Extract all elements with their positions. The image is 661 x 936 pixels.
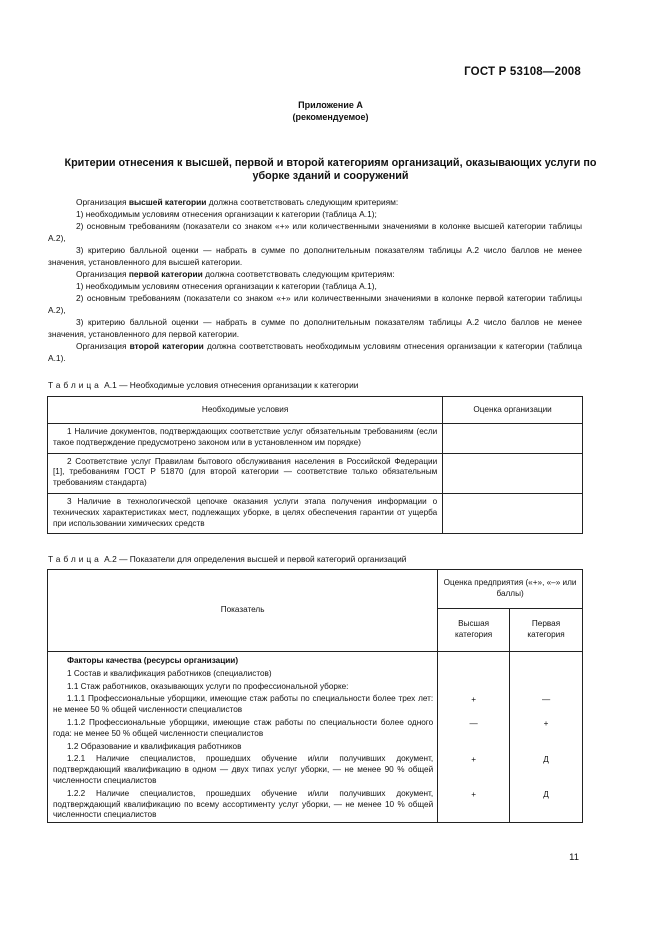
caption-label: Таблица <box>48 554 102 564</box>
highest-mark <box>438 668 510 681</box>
table-row <box>48 717 583 741</box>
first-mark <box>510 741 583 754</box>
first-mark: — <box>510 693 583 717</box>
caption-text: А.1 — Необходимые условия отнесения организации к категории <box>101 380 359 390</box>
table-row <box>48 753 583 787</box>
table2-caption <box>48 554 406 565</box>
first-mark: + <box>510 717 583 741</box>
text-span: Организация <box>76 269 129 279</box>
indicator-cell: Факторы качества (ресурсы организации) <box>48 652 438 668</box>
caption-text: А.2 — Показатели для определения высшей и первой категорий организаций <box>101 554 407 564</box>
paragraph-first <box>48 268 582 280</box>
table-indicators <box>47 569 583 823</box>
highest-mark: + <box>438 753 510 787</box>
column-header-first: Первая категория <box>510 609 583 652</box>
condition-cell: 1 Наличие документов, подтверждающих соответствие услуг обязательным требованиям (если такое подтверждение предусмотрено законом или в установленном им порядке) <box>48 424 443 454</box>
annex-title: Приложение А <box>298 100 363 110</box>
category-first: первой категории <box>128 269 203 279</box>
column-header-highest: Высшая категория <box>438 609 510 652</box>
indicator-cell: 1.1.1 Профессиональные уборщики, имеющие стаж работы по специальности более трех лет: не менее 50 % общей численности специалистов <box>48 693 438 717</box>
indicator-cell: 1.1.2 Профессиональные уборщики, имеющие стаж работы по специальности более одного года: не менее 50 % общей численности специалистов <box>48 717 438 741</box>
text-span: Организация <box>76 197 129 207</box>
table-header-row <box>48 570 583 609</box>
condition-cell: 2 Соответствие услуг Правилам бытового обслуживания населения в Российской Федерации [1], требованиям ГОСТ Р 51870 (для второй категории — соответствие только обязательным требованиям стандарта) <box>48 453 443 493</box>
table1-caption <box>48 380 358 391</box>
condition-cell: 3 Наличие в технологической цепочке оказания услуги этапа получения информации о технических характеристиках мест, подлежащих уборке, в целях обеспечения гарантии от ущерба при использовании химических средств <box>48 493 443 533</box>
table-row <box>48 681 583 694</box>
table-row <box>48 453 583 493</box>
first-mark <box>510 652 583 668</box>
table-necessary-conditions <box>47 396 583 534</box>
highest-mark: — <box>438 717 510 741</box>
page-number: 11 <box>569 852 579 863</box>
first-mark: Д <box>510 753 583 787</box>
table-row <box>48 788 583 823</box>
section-title: Критерии отнесения к высшей, первой и второй категориям организаций, оказывающих услуги по уборке зданий и сооружений <box>64 157 597 182</box>
highest-mark <box>438 741 510 754</box>
category-highest: высшей категории <box>128 197 207 207</box>
highest-mark <box>438 652 510 668</box>
text-span: должна соответствовать необходимым условиям отнесения организации к категории (таблица А.1). <box>48 341 582 363</box>
table-row <box>48 652 583 668</box>
first-mark <box>510 681 583 694</box>
list-item: 2) основным требованиям (показатели со знаком «+» или количественными значениями в колонке первой категории таблицы А.2), <box>48 293 582 315</box>
indicator-cell: 1.2.2 Наличие специалистов, прошедших обучение и/или получивших документ, подтверждающий квалификацию по всему ассортименту услуг уборки, — не менее 10 % общей численности специалистов <box>48 788 438 823</box>
table-row <box>48 493 583 533</box>
text-span: должна соответствовать следующим критериям: <box>202 269 395 279</box>
list-item: 2) основным требованиям (показатели со знаком «+» или количественными значениями в колонке высшей категории таблицы А.2), <box>48 221 582 243</box>
column-header: Необходимые условия <box>48 397 443 424</box>
highest-mark: + <box>438 693 510 717</box>
evaluation-cell <box>443 493 583 533</box>
document-code: ГОСТ Р 53108—2008 <box>464 66 581 78</box>
caption-label: Таблица <box>48 380 102 390</box>
indicator-cell: 1.1 Стаж работников, оказывающих услуги по профессиональной уборке: <box>48 681 438 694</box>
indicator-cell: 1.2 Образование и квалификация работников <box>48 741 438 754</box>
annex-subtitle: (рекомендуемое) <box>292 112 369 122</box>
highest-mark <box>438 681 510 694</box>
paragraph-highest <box>48 196 582 208</box>
indicator-cell: 1 Состав и квалификация работников (специалистов) <box>48 668 438 681</box>
indicator-cell: 1.2.1 Наличие специалистов, прошедших обучение и/или получивших документ, подтверждающий квалификацию в одном — двух типах услуг уборки, — не менее 90 % общей численности специалистов <box>48 753 438 787</box>
annex-heading <box>0 99 661 123</box>
list-item: 3) критерию балльной оценки — набрать в сумме по дополнительным показателям таблицы А.2 число баллов не менее значения, установленного для первой категории. <box>48 317 582 339</box>
list-item: 3) критерию балльной оценки — набрать в сумме по дополнительным показателям таблицы А.2 число баллов не менее значения, установленного для высшей категории. <box>48 245 582 267</box>
table-row <box>48 424 583 454</box>
criteria-text <box>48 196 582 364</box>
text-span: Организация <box>76 341 130 351</box>
paragraph-second <box>48 340 582 364</box>
table-row <box>48 668 583 681</box>
evaluation-cell <box>443 424 583 454</box>
first-mark <box>510 668 583 681</box>
column-header-evaluation: Оценка предприятия («+», «–» или баллы) <box>438 570 583 609</box>
column-header: Оценка организации <box>443 397 583 424</box>
table-row <box>48 741 583 754</box>
evaluation-cell <box>443 453 583 493</box>
text-span: должна соответствовать следующим критериям: <box>206 197 399 207</box>
table-row <box>48 693 583 717</box>
table-header-row <box>48 397 583 424</box>
first-mark: Д <box>510 788 583 823</box>
list-item: 1) необходимым условиям отнесения организации к категории (таблица А.1); <box>76 209 377 219</box>
highest-mark: + <box>438 788 510 823</box>
category-second: второй категории <box>129 341 204 351</box>
column-header-indicator: Показатель <box>48 570 438 652</box>
list-item: 1) необходимым условиям отнесения организации к категории (таблица А.1), <box>76 281 377 291</box>
